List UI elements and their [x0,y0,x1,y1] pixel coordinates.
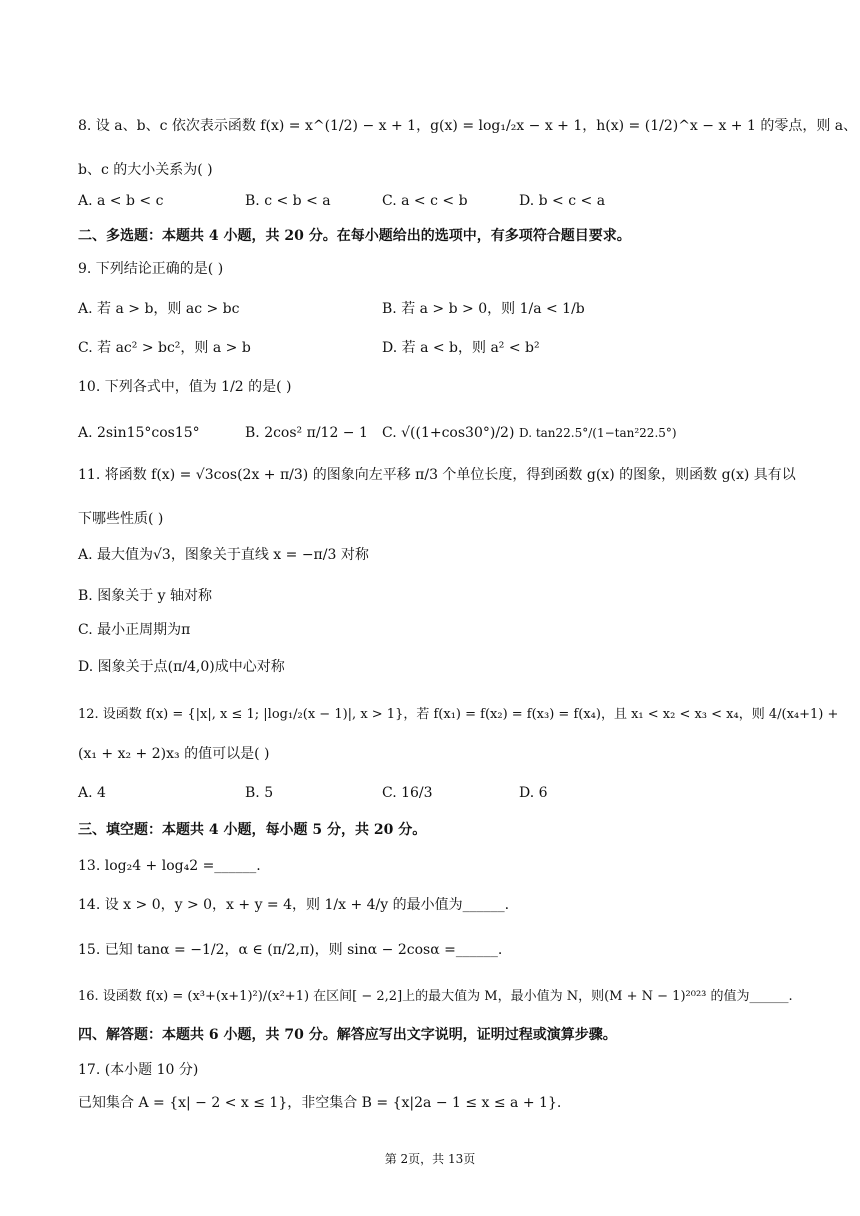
q12-option-d: D. 6 [519,785,548,801]
q12-option-a: A. 4 [78,785,106,801]
question-12-line-2: (x₁ + x₂ + 2)x₃ 的值可以是( ) [78,746,270,762]
section-4-heading: 四、解答题：本题共 6 小题，共 70 分。解答应写出文字说明，证明过程或演算步骤。 [78,1027,617,1043]
q12-option-b: B. 5 [245,785,274,801]
q8-option-b: B. c < b < a [245,193,331,209]
question-17: 17. (本小题 10 分) [78,1062,199,1078]
q9-option-b: B. 若 a > b > 0，则 1/a < 1/b [382,301,585,317]
question-11-line-1: 11. 将函数 f(x) = √3cos(2x + π/3) 的图象向左平移 π/3 个单位长度，得到函数 g(x) 的图象，则函数 g(x) 具有以 [78,467,796,483]
question-14: 14. 设 x > 0，y > 0，x + y = 4，则 1/x + 4/y 的最小值为______. [78,897,510,913]
q11-option-c: C. 最小正周期为π [78,622,191,638]
q8-option-c: C. a < c < b [382,193,468,209]
section-3-heading: 三、填空题：本题共 4 小题，每小题 5 分，共 20 分。 [78,822,427,838]
q9-option-a: A. 若 a > b，则 ac > bc [78,301,240,317]
q10-option-b: B. 2cos² π/12 − 1 [245,425,368,441]
section-2-heading: 二、多选题：本题共 4 小题，共 20 分。在每小题给出的选项中，有多项符合题目要求。 [78,228,631,244]
question-13: 13. log₂4 + log₄2 =______. [78,858,261,874]
question-12-line-1: 12. 设函数 f(x) = {|x|, x ≤ 1; |log₁/₂(x − 1)|, x > 1}，若 f(x₁) = f(x₂) = f(x₃) = f(x₄)，且 x₁ < x₂ < x₃ < x₄，则 4/(x₄+1) + [78,707,839,722]
q11-option-b: B. 图象关于 y 轴对称 [78,588,212,604]
question-8-line-2: b、c 的大小关系为( ) [78,162,213,178]
question-17-stem: 已知集合 A = {x| − 2 < x ≤ 1}，非空集合 B = {x|2a − 1 ≤ x ≤ a + 1}. [78,1095,562,1111]
question-15: 15. 已知 tanα = −1/2，α ∈ (π/2,π)，则 sinα − 2cosα =______. [78,942,503,958]
question-11-line-2: 下哪些性质( ) [78,511,164,527]
question-10: 10. 下列各式中，值为 1/2 的是( ) [78,379,292,395]
q8-option-a: A. a < b < c [78,193,164,209]
q11-option-d: D. 图象关于点(π/4,0)成中心对称 [78,659,285,675]
q9-option-d: D. 若 a < b，则 a² < b² [382,340,540,356]
question-8-line-1: 8. 设 a、b、c 依次表示函数 f(x) = x^(1/2) − x + 1，g(x) = log₁/₂x − x + 1，h(x) = (1/2)^x − x + 1 的零点，则 a、 [78,118,858,134]
q11-option-a: A. 最大值为√3，图象关于直线 x = −π/3 对称 [78,547,369,563]
q8-option-d: D. b < c < a [519,193,606,209]
q10-option-a: A. 2sin15°cos15° [78,425,200,441]
q10-option-d: D. tan22.5°/(1−tan²22.5°) [519,426,677,440]
question-16: 16. 设函数 f(x) = (x³+(x+1)²)/(x²+1) 在区间[ − 2,2]上的最大值为 M，最小值为 N，则(M + N − 1)²⁰²³ 的值为______. [78,989,793,1004]
q12-option-c: C. 16/3 [382,785,433,801]
page-footer: 第 2页，共 13页 [384,1152,476,1166]
question-9: 9. 下列结论正确的是( ) [78,261,224,277]
q9-option-c: C. 若 ac² > bc²，则 a > b [78,340,251,356]
q10-option-c: C. √((1+cos30°)/2) [382,425,515,441]
